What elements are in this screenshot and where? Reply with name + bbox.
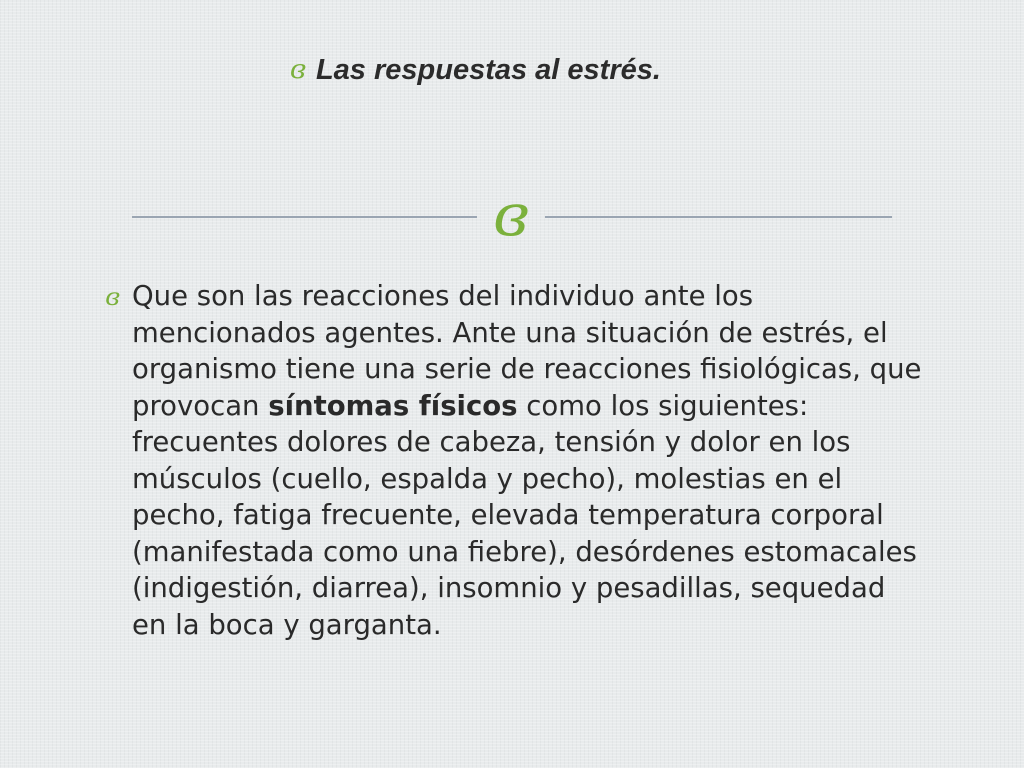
ornamental-divider bbox=[132, 181, 892, 249]
divider-line-left bbox=[132, 216, 477, 218]
title-row bbox=[290, 50, 661, 90]
divider-line-right bbox=[545, 216, 892, 218]
bullet-icon: ɞ bbox=[290, 55, 306, 85]
flourish-icon: ɞ bbox=[493, 181, 529, 249]
bullet-icon: ɞ bbox=[105, 283, 120, 311]
body-bullet bbox=[86, 278, 936, 643]
slide-title: Las respuestas al estrés. bbox=[315, 53, 661, 86]
body-text-part2: como los siguientes: frecuentes dolores de cabeza, tensión y dolor en los músculos (cuello, espalda y pecho), molestias en el pecho, fatiga frecuente, elevada temperatura corporal (manifestada como una fiebre), desórdenes estomacales (indigestión, diarrea), insomnio y pesadillas, sequedad en la boca y garganta. bbox=[132, 389, 917, 641]
body-text-bold: síntomas físicos bbox=[268, 389, 518, 422]
body-paragraph bbox=[132, 278, 927, 643]
body-text-part1: Que son las reacciones del individuo ante los mencionados agentes. Ante una situación de estrés, el organismo tiene una serie de reacciones fisiológicas, que provocan bbox=[132, 280, 922, 422]
